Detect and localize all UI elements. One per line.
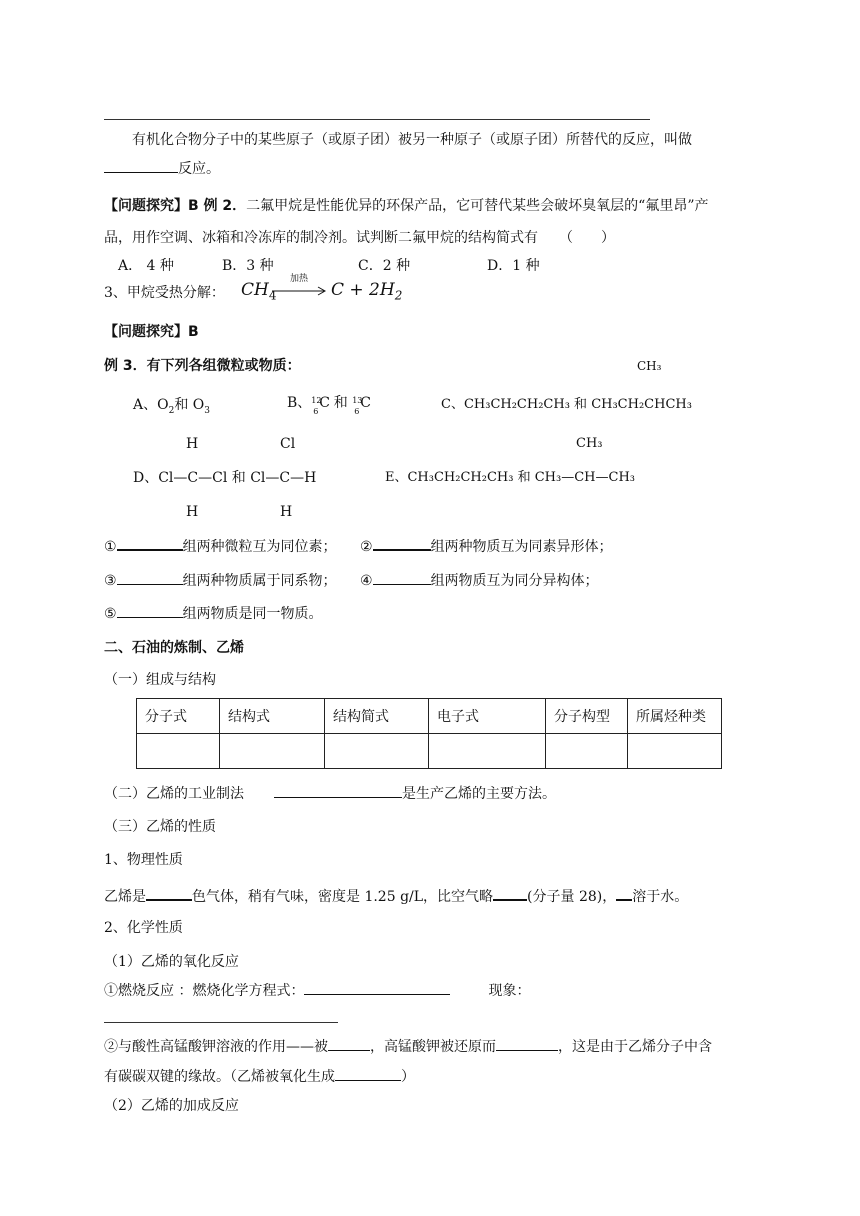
- isotope-c12: 12 6 C: [311, 395, 331, 416]
- h-bottom-2: H: [280, 504, 293, 520]
- question-1: ① 组两种微粒互为同位素；: [104, 535, 337, 557]
- blank-density[interactable]: [493, 885, 527, 901]
- reaction-arrow: [272, 286, 330, 296]
- methane-decomp-label: 3、甲烷受热分解：: [104, 285, 225, 301]
- h-top: H: [186, 436, 199, 452]
- option-b-text: B、 12 6 C 和 13 6 C: [287, 395, 371, 416]
- section2-title: 二、石油的炼制、乙烯: [104, 640, 244, 656]
- table-cell[interactable]: [546, 734, 628, 769]
- heat-condition: 加热: [290, 274, 309, 284]
- example3-title: 例 3．有下列各组微粒或物质：: [104, 358, 301, 374]
- section2-sub2: （二）乙烯的工业制法 是生产乙烯的主要方法。: [104, 783, 556, 804]
- blank-q5[interactable]: [117, 603, 183, 618]
- physical-properties-title: 1、物理性质: [104, 852, 183, 868]
- section2-sub1: （一）组成与结构: [104, 672, 216, 688]
- table-cell[interactable]: [429, 734, 546, 769]
- blank-q2[interactable]: [373, 535, 431, 551]
- substitution-text: 有机化合物分子中的某些原子（或原子团）被另一种原子（或原子团）所替代的反应，叫做: [132, 132, 692, 148]
- explore-b-heading: 【问题探究】B: [104, 324, 199, 340]
- question-3: ③ 组两种物质属于同系物；: [104, 570, 337, 591]
- example2-tag: 【问题探究】B 例 2．: [104, 198, 247, 214]
- blank-combustion-equation[interactable]: [304, 980, 450, 995]
- blank-oxidized[interactable]: [328, 1036, 370, 1051]
- example2-option-a: A． 4 种: [118, 258, 174, 274]
- methane-equation: $CH_4$: [241, 280, 277, 303]
- blank-q3[interactable]: [117, 570, 183, 585]
- option-c-text: C、CH₃CH₂CH₂CH₃ 和 CH₃CH₂CHCH₃: [441, 397, 692, 412]
- physical-properties-text: 乙烯是 色气体，稍有气味，密度是 1.25 g/L，比空气略 (分子量 28)， 溶于水。: [104, 885, 688, 907]
- example2-line1: 【问题探究】B 例 2．二氟甲烷是性能优异的环保产品，它可替代某些会破坏臭氧层的“氟里昂”产: [104, 198, 709, 214]
- table-header: 结构简式: [325, 699, 429, 734]
- example2-option-d: D．1 种: [487, 258, 540, 274]
- blank-color[interactable]: [146, 885, 192, 901]
- oxidation-title: （1）乙烯的氧化反应: [104, 954, 239, 970]
- option-a-text: A、$O_2$和 $O_3$: [133, 397, 210, 416]
- addition-title: （2）乙烯的加成反应: [104, 1098, 239, 1114]
- example2-option-b: B．3 种: [222, 258, 274, 274]
- table-header-row: [137, 699, 722, 734]
- option-e-text: E、CH₃CH₂CH₂CH₃ 和 CH₃—CH—CH₃: [385, 470, 636, 485]
- question-2: ② 组两种物质互为同素异形体；: [360, 535, 613, 557]
- top-rule: [104, 119, 650, 120]
- kmno4-line2: 有碳碳双键的缘故。（乙烯被氧化生成 ）: [104, 1066, 415, 1087]
- isotope-c13: 13 6 C: [352, 395, 371, 416]
- table-cell[interactable]: [628, 734, 722, 769]
- question-4: ④ 组两物质互为同分异构体；: [360, 570, 599, 591]
- example2-option-c: C．2 种: [358, 258, 411, 274]
- table-header: 分子构型: [546, 699, 628, 734]
- table-row: [137, 734, 722, 769]
- table-header: 结构式: [220, 699, 325, 734]
- blank-q4[interactable]: [373, 570, 431, 585]
- table-header: 所属烃种类: [628, 699, 722, 734]
- kmno4-line1: ②与酸性高锰酸钾溶液的作用——被 ，高锰酸钾被还原而 ，这是由于乙烯分子中含: [104, 1036, 712, 1057]
- table-header: 分子式: [137, 699, 220, 734]
- blank-oxidation-product[interactable]: [335, 1066, 401, 1081]
- substitution-line1: [132, 130, 692, 150]
- blank-q1[interactable]: [117, 535, 183, 551]
- substitution-line2: 反应。: [104, 158, 220, 179]
- blank-reduced[interactable]: [496, 1036, 558, 1051]
- blank-phenomenon[interactable]: [104, 1022, 338, 1023]
- methane-products: $C + 2H_2$: [331, 280, 403, 303]
- blank-solubility[interactable]: [616, 885, 632, 901]
- ch3-branch-top: CH₃: [637, 359, 662, 373]
- example2-line2: 品，用作空调、冰箱和冷冻库的制冷剂。试判断二氟甲烷的结构简式有 （ ）: [104, 230, 615, 246]
- blank-industrial-method[interactable]: [274, 783, 402, 798]
- ethylene-structure-table: [136, 698, 722, 769]
- option-d-text: D、Cl—C—Cl 和 Cl—C—H: [133, 470, 317, 486]
- chemical-properties-title: 2、化学性质: [104, 920, 183, 936]
- question-5: ⑤ 组两物质是同一物质。: [104, 603, 323, 624]
- section2-sub3: （三）乙烯的性质: [104, 819, 216, 835]
- table-cell[interactable]: [325, 734, 429, 769]
- h-bottom-1: H: [186, 504, 199, 520]
- combustion-line: ①燃烧反应 ：燃烧化学方程式： 现象：: [104, 980, 530, 1001]
- table-cell[interactable]: [220, 734, 325, 769]
- ch3-branch-mid: CH₃: [576, 436, 603, 451]
- table-header: 电子式: [429, 699, 546, 734]
- table-cell[interactable]: [137, 734, 220, 769]
- cl-top: Cl: [280, 436, 296, 452]
- blank-substitution[interactable]: [104, 158, 178, 173]
